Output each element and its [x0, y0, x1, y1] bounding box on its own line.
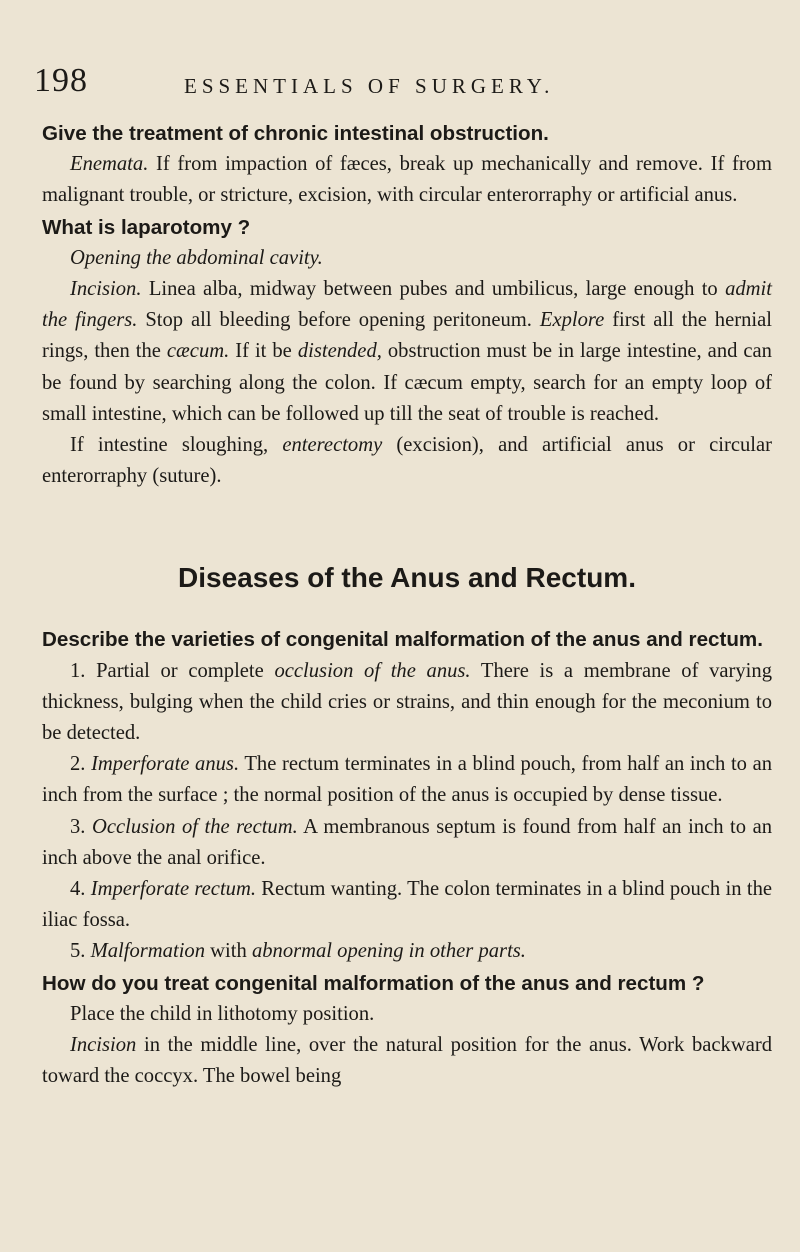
question-congenital-treatment: How do you treat congenital malformation of the anus and rectum ? [42, 971, 705, 995]
answer-treatment-incision: Incision in the middle line, over the natural position for the anus. Work backward toward the coccyx. The bowel being [42, 1034, 772, 1088]
list-item-2: 2. Imperforate anus. The rectum terminates in a blind pouch, from half an inch to an inch from the surface ; the normal position of the anus is occupied by dense tissue. [42, 753, 773, 807]
question-congenital-varieties: Describe the varieties of congenital malformation of the anus and rectum. [42, 628, 763, 652]
running-head [34, 64, 774, 104]
question-laparotomy: What is laparotomy ? [42, 215, 251, 239]
body-text [42, 118, 772, 1092]
answer-laparotomy-sloughing: If intestine sloughing, enterectomy (excision), and artificial anus or circular enterorraphy (suture). [42, 434, 772, 488]
answer-laparotomy-definition: Opening the abdominal cavity. [70, 246, 323, 269]
section-spacer-small [42, 598, 772, 624]
term-enemata: Enemata. [70, 153, 149, 176]
running-title: ESSENTIALS OF SURGERY. [184, 74, 555, 98]
list-item-3: 3. Occlusion of the rectum. A membranous septum is found from half an inch to an inch above the anal orifice. [42, 815, 773, 869]
page-number: 198 [34, 62, 88, 99]
section-title: Diseases of the Anus and Rectum. [178, 562, 636, 594]
list-item-1: 1. Partial or complete occlusion of the anus. There is a membrane of varying thickness, bulging when the child cries or strains, and thin enough for the meconium to be detected. [42, 659, 772, 745]
list-item-4: 4. Imperforate rectum. Rectum wanting. The colon terminates in a blind pouch in the iliac fossa. [42, 878, 773, 932]
answer-treatment-position: Place the child in lithotomy position. [70, 1002, 375, 1025]
list-item-5: 5. Malformation with abnormal opening in other parts. [70, 940, 526, 963]
answer-chronic-obstruction: Enemata. If from impaction of fæces, break up mechanically and remove. If from malignant trouble, or stricture, excision, with circular enterorraphy or artificial anus. [42, 153, 772, 207]
answer-laparotomy-incision: Incision. Linea alba, midway between pubes and umbilicus, large enough to admit the fingers. Stop all bleeding before opening peritoneum. Explore first all the hernial rings, then the cæcum. If it be distended, obstruction must be in large intestine, and can be found by searching along the colon. If cæcum empty, search for an empty loop of small intestine, which can be followed up till the seat of trouble is reached. [42, 278, 772, 425]
section-spacer [42, 492, 772, 558]
question-chronic-obstruction: Give the treatment of chronic intestinal obstruction. [42, 122, 549, 145]
